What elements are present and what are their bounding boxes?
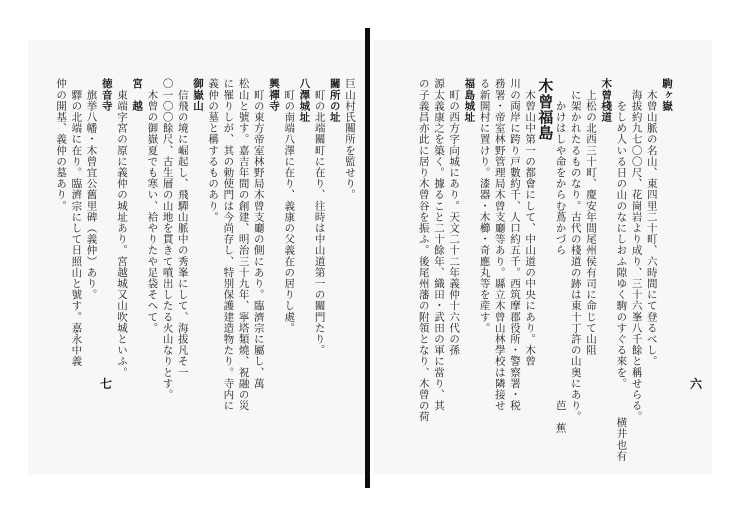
right-page-heading-line: 木曾福島: [536, 78, 555, 141]
left-page-text-line: 町の東方帝室林野局木曾支廳の側にあり。臨濟宗に屬し、萬: [252, 78, 265, 389]
left-page-number: 七: [100, 377, 113, 391]
left-page-text-line: 信飛の境に崛起し、飛驒山脈中の秀峯にして、海拔凡そ一: [176, 78, 189, 378]
left-page-heading-line: 宮 越: [131, 78, 144, 112]
left-page-text-line: 町の南端八澤に在り、義康の父義在の居りし處。: [283, 78, 296, 334]
right-page-text-line: をしめ人いる日の山のなにしおふ隙ゆく駒のすぐる來を。 横井也有: [615, 78, 628, 462]
right-page-text-line: かけはしや命をからむ蔦かづら 芭 蕉: [554, 78, 567, 434]
right-page-heading-line: 駒ヶ嶽: [661, 78, 673, 112]
right-page-text-line: 海拔約九七〇〇尺、花崗岩より成り、三十六峯八千餘と稱せらる。: [630, 78, 643, 423]
left-page-heading-line: 御嶽山: [191, 78, 204, 112]
right-page-text-line: 町の西方字向城にあり。天文二十二年義仲十六代の孫: [448, 78, 461, 356]
left-page-text: [55, 78, 357, 423]
right-page-text-line: 上松の北西三十町、慶安年間尾州侯有司に命じて山阻: [584, 78, 597, 356]
left-page-text-line: 巨山村氏關所を監せり。: [344, 78, 356, 201]
left-page-text-line: 町の北端關町に在り、往時は中山道第一の關門たり。: [313, 78, 326, 356]
right-page-heading-line: 福島城址: [463, 78, 476, 123]
left-page-text-line: 東端字宮の原に義仲の城址あり。宮越城又山吹城といふ。: [115, 78, 128, 378]
right-page-text-line: 源太義康之を築く。據ること二十餘年、織田・武田の軍に當り、其: [432, 78, 445, 411]
book-gutter: [365, 28, 370, 488]
left-page-text-line: 義仲の墓と稱するものあり。: [207, 78, 220, 223]
left-page-text-line: 松山と號す。嘉吉年間の創建、明治三十九年、寧塔類燒、祝融の災: [237, 78, 250, 411]
left-page-text-line: 驛の北端に在り。臨濟宗にして日照山と號す。嘉永中義: [70, 78, 83, 367]
left-page-heading-line: 興禪寺: [267, 78, 280, 112]
right-page-text-line: 川の両岸に跨り戸數約千、人口約五千。西筑摩郡役所・警察署・税: [508, 78, 521, 411]
right-page-text-line: の子義昌亦此に居り木曾谷を振ふ。後尾州藩の附領となり、木曾の荷: [417, 78, 430, 423]
right-page-number: 六: [690, 377, 703, 391]
left-page-text-line: 木曾の御嶽夏でも寒い、袷やりたや足袋そへて。: [146, 78, 159, 334]
right-page-text-line: 務署・帝室林野管理局木曾支廳等あり。縣立木曾山林學校は隣接せ: [493, 78, 506, 411]
left-page-heading-line: 八澤城址: [298, 78, 311, 123]
right-page-text-line: る新開村に置けり。漆器・木櫛・奇應丸等を産す。: [478, 78, 491, 334]
right-page-text-line: 木曾山中第一の都會にして、中山道の中央にあり。木曾: [524, 78, 537, 367]
left-page-text-line: に罹りしが、其の勅使門は今尚存し、特別保護建造物たり。寺内に: [222, 78, 235, 411]
left-page-text-line: 旗挙八幡・木曾宜公舊里碑（義仲）あり。: [85, 78, 98, 300]
left-page-text-line: 〇一〇〇餘尺、古生層の山地を貫きて噴出したる火山なりとす。: [161, 78, 174, 400]
right-page-text-line: 木曾山脈の名山、東四里二十町、六時間にて登るべし。: [645, 78, 658, 367]
right-page-text-line: に架かれたるものなり。古代の棧道の跡は東十丁許の山奥にあり。: [569, 78, 582, 423]
right-page-text: [392, 78, 674, 462]
left-page-heading-line: 關所の址: [328, 78, 341, 123]
left-page-heading-line: 徳音寺: [100, 78, 113, 112]
right-page-heading-line: 木曾棧道: [600, 78, 613, 123]
left-page-text-line: 仲の開基、義仲の墓あり。: [55, 78, 68, 212]
